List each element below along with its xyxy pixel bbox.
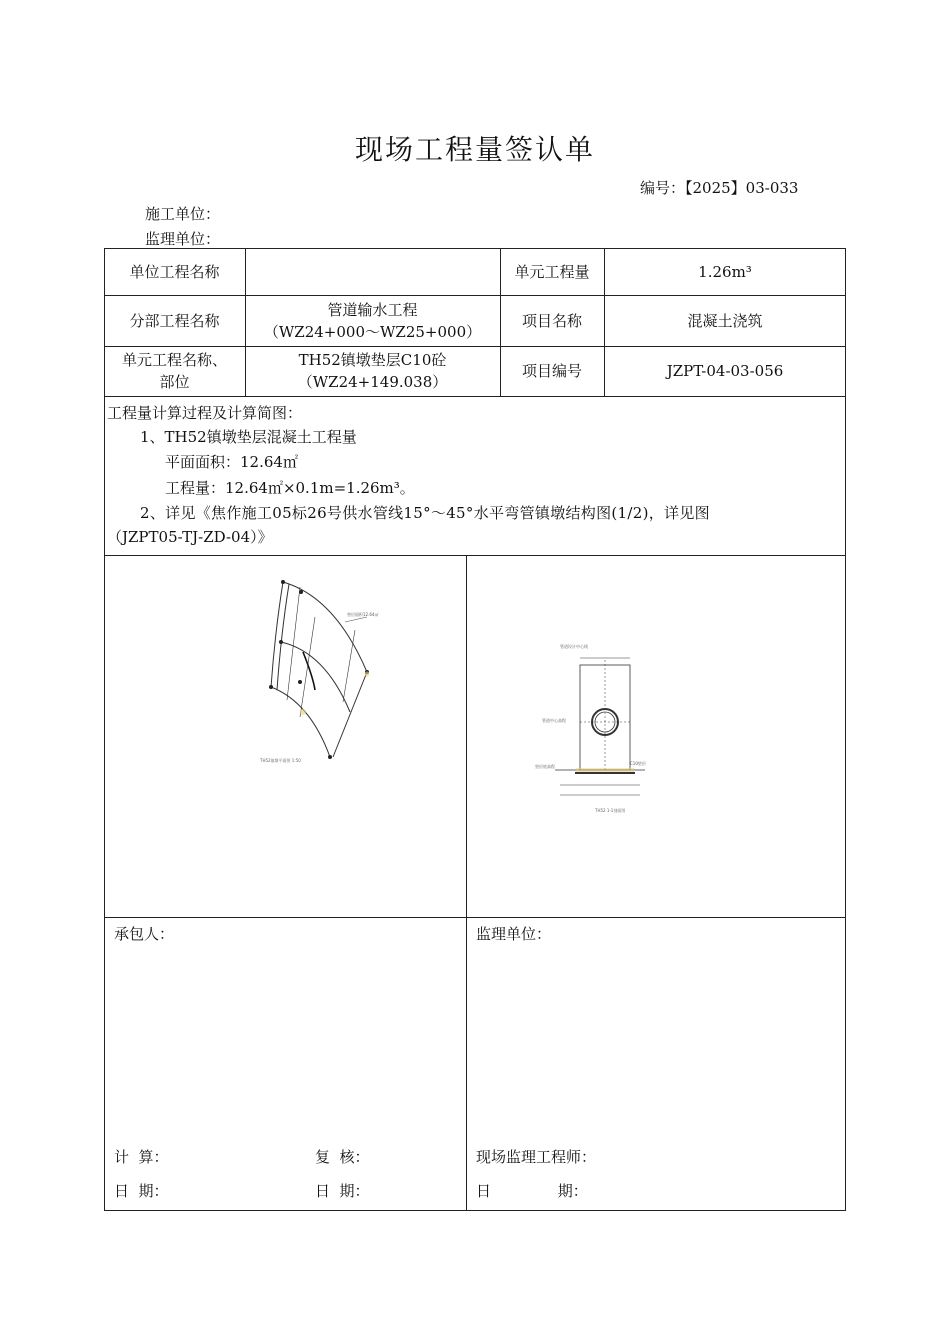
page-title: 现场工程量签认单 <box>354 133 595 166</box>
item-name-label: 项目名称 <box>521 311 582 330</box>
section-view-drawing <box>530 640 660 820</box>
calculated-by-label: 计 算： <box>114 1148 169 1166</box>
unit-quantity-label: 单元工程量 <box>514 262 590 281</box>
date-label: 日 期： <box>476 1182 588 1200</box>
column-divider <box>466 555 467 1211</box>
row-divider <box>104 917 846 918</box>
supervision-unit-label: 监理单位： <box>145 230 221 248</box>
item-name-value: 混凝土浇筑 <box>687 311 763 330</box>
unit-work-name-value: TH52镇墩垫层C10砼 （WZ24+149.038） <box>297 351 448 391</box>
construction-unit-label: 施工单位： <box>145 205 221 223</box>
calculation-item-2-ref: （JZPT05-TJ-ZD-04）》 <box>107 528 273 546</box>
contractor-label: 承包人： <box>114 925 175 943</box>
unit-project-name-value <box>245 248 500 295</box>
svg-text:TH52镇墩平面图 1:50: TH52镇墩平面图 1:50 <box>260 758 301 763</box>
item-number-label: 项目编号 <box>521 362 582 380</box>
calculation-item-2: 2、详见《焦作施工05标26号供水管线15°～45°水平弯管镇墩结构图(1/2)，详见图 <box>140 504 710 522</box>
date-label: 日 期： <box>315 1182 370 1200</box>
item-number-value: JZPT-04-03-056 <box>666 362 784 380</box>
site-supervisor-label: 现场监理工程师： <box>476 1148 597 1166</box>
svg-text:管道中心高程: 管道中心高程 <box>542 718 566 723</box>
calculation-heading: 工程量计算过程及计算简图： <box>107 404 303 422</box>
date-label: 日 期： <box>114 1182 169 1200</box>
plan-view-drawing <box>255 572 385 772</box>
svg-text:垫层底高程: 垫层底高程 <box>535 764 555 769</box>
reviewed-by-label: 复 核： <box>315 1148 370 1166</box>
unit-project-name-label: 单位工程名称 <box>129 262 220 281</box>
row-divider <box>104 555 846 556</box>
supervisor-unit-label: 监理单位： <box>476 925 552 943</box>
row-divider <box>104 396 846 397</box>
division-project-name-value: 管道输水工程 （WZ24+000～WZ25+000） <box>263 300 482 341</box>
unit-work-name-label: 单元工程名称、 部位 <box>121 351 227 391</box>
unit-quantity-value: 1.26m³ <box>698 262 752 281</box>
svg-text:TH52 1-1剖面图: TH52 1-1剖面图 <box>595 808 626 813</box>
calculation-quantity: 工程量：12.64㎡×0.1m=1.26m³。 <box>165 479 415 497</box>
svg-text:管道设计中心线: 管道设计中心线 <box>560 644 588 649</box>
calculation-item-1: 1、TH52镇墩垫层混凝土工程量 <box>140 428 357 446</box>
svg-text:垫层面积12.64㎡: 垫层面积12.64㎡ <box>347 612 379 617</box>
document-number: 编号：【2025】03-033 <box>640 179 799 197</box>
division-project-name-label: 分部工程名称 <box>129 311 220 330</box>
svg-text:C10垫层: C10垫层 <box>630 761 646 766</box>
calculation-area: 平面面积：12.64㎡ <box>165 453 298 471</box>
